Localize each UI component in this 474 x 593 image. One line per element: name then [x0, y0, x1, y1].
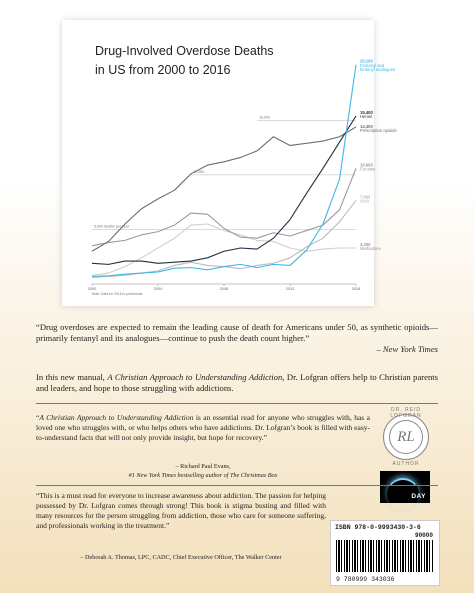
series-end-label — [360, 110, 373, 119]
reference-label: 15,000 — [259, 115, 270, 120]
series-line — [92, 224, 356, 275]
chart-title-line1: Drug-Involved Overdose Deaths — [95, 44, 274, 58]
series-end-value: 14,400 — [360, 123, 373, 129]
series-end-name: Meth. — [360, 198, 371, 204]
series-line — [92, 65, 356, 277]
series-end-label — [360, 194, 371, 203]
reference-label: 5,000 deaths per year — [94, 224, 129, 229]
series-end-label — [360, 124, 397, 133]
series-end-name: Prescription opioids — [360, 128, 397, 134]
barcode-bars — [336, 540, 434, 572]
divider-top — [36, 403, 438, 404]
series-end-value: 3,300 — [360, 242, 371, 247]
series-end-label — [360, 162, 376, 171]
evans-quote-text: is an essential read for anyone who struggles with, has a loved one who struggles with, or who helps others who have addictions. Dr. Lofgran’s book is filled with easy-to-understand facts that will not only provide insight, but hope for recovery.” — [36, 413, 370, 443]
evans-quote-open: “ — [36, 413, 40, 422]
x-tick-label: 2012 — [285, 287, 295, 291]
chart-title-line2: in US from 2000 to 2016 — [95, 63, 231, 77]
evans-attribution-line2: #1 New York Times bestselling author of The Christmas Box — [128, 472, 278, 479]
x-tick-label: 2016 — [351, 287, 361, 291]
series-end-name: Fentanyl and — [360, 62, 385, 68]
evans-attribution-name: – Richard Paul Evans, — [175, 463, 231, 470]
thomas-quote: “This is a must read for everyone to increase awareness about addiction. The passion for helping possessed by Dr. Lofgran comes through strong! This book is stigma busting and filled with many resources for the person struggling from addiction, those who care for someone suffering, and professionals working in the treatment.” — [36, 491, 326, 531]
publisher-logo-text: DAY — [411, 493, 426, 500]
series-end-label — [360, 242, 382, 251]
intro-after: , Dr. Lofgran offers help to Christian parents and leaders, and hope to those struggling with addictions. — [36, 372, 438, 394]
series-end-value: 20,100 — [360, 58, 373, 64]
seal-initials: RL — [389, 420, 423, 454]
series-end-value: 10,600 — [360, 162, 373, 168]
seal-top-text: DR. REID LOFGRAN — [390, 407, 422, 419]
seal-bottom-text: AUTHOR — [392, 461, 420, 467]
thomas-attribution: – Deborah A. Thomas, LPC, CADC, Chief Executive Officer, The Walker Center — [80, 554, 282, 561]
series-end-value: 15,400 — [360, 110, 373, 115]
evans-quote — [36, 413, 370, 443]
series-end-name: Heroin — [360, 114, 373, 120]
series-end-label — [360, 59, 395, 72]
nyt-quote — [36, 322, 438, 344]
chart-note: Note: Data for 2016 is provisional. — [92, 292, 144, 296]
series-line — [92, 127, 356, 251]
price-code: 90000 — [414, 532, 433, 539]
nyt-quote-text: “Drug overdoses are expected to remain the leading cause of death for Americans under 50, as synthetic opioids—primarily fentanyl and its analogues—continue to push the death count higher.” — [36, 322, 438, 344]
x-tick-label: 2008 — [219, 287, 229, 291]
series-end-name: Cocaine — [360, 166, 376, 172]
intro-paragraph — [36, 372, 438, 394]
ean-text: 9 780999 343036 — [336, 576, 395, 583]
publisher-logo — [380, 471, 430, 503]
series-end-value: 7,660 — [360, 194, 371, 200]
x-tick-label: 2000 — [87, 287, 97, 291]
isbn-text: ISBN 978-0-9993430-3-6 — [335, 524, 421, 531]
isbn-barcode — [330, 520, 440, 586]
reference-label: 10,000 — [193, 169, 204, 174]
divider-bottom — [36, 485, 438, 486]
author-seal-logo — [383, 407, 429, 467]
evans-quote-book-title: A Christian Approach to Understanding Addiction — [39, 413, 194, 422]
intro-book-title: A Christian Approach to Understanding Addiction — [107, 372, 283, 382]
series-end-name: Methadone — [360, 246, 381, 252]
series-line — [92, 200, 356, 277]
x-tick-label: 2004 — [153, 287, 163, 291]
nyt-quote-source: – New York Times — [376, 344, 438, 354]
intro-before: In this new manual, — [36, 372, 108, 382]
series-end-name: fentanyl analogues — [360, 67, 396, 73]
